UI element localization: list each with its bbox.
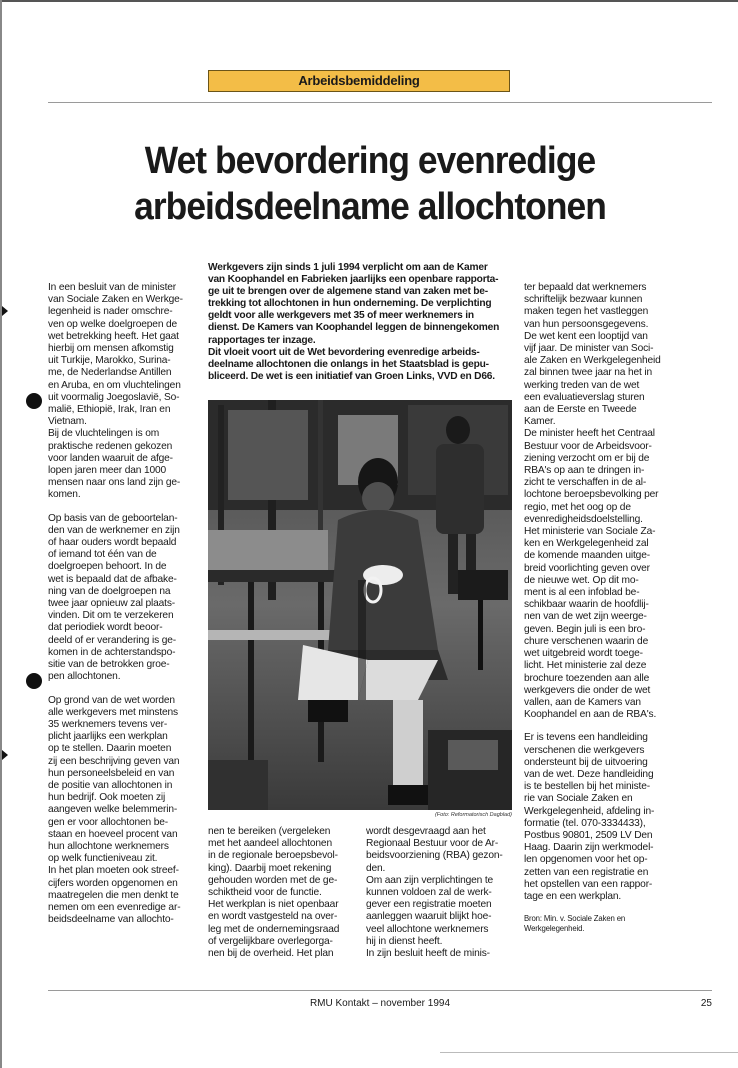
text-line: licht. Het ministerie zal deze xyxy=(524,660,647,672)
text-line: wordt desgevraagd aan het xyxy=(366,826,486,837)
text-line: vallen, aan de Kamers van xyxy=(524,696,641,708)
text-line: De wet kent een looptijd van xyxy=(524,330,648,342)
text-line: veel allochtone werknemers xyxy=(366,923,489,935)
scan-edge-left xyxy=(0,0,2,1068)
text-line: zetten van een registratie en xyxy=(524,866,649,878)
text-line: lochtone beroepsbevolking per xyxy=(524,489,659,501)
text-line: een evaluatieverslag sturen xyxy=(524,391,645,403)
workshop-photo xyxy=(208,400,512,810)
title-line-2: arbeidsdeelname allochtonen xyxy=(134,186,606,228)
text-line: met het aandeel allochtonen xyxy=(208,838,332,850)
page-number: 25 xyxy=(700,998,712,1009)
text-line: ondersteunt bij de uitvoering xyxy=(524,756,648,768)
text-line: breid voorlichting geven over xyxy=(524,562,650,574)
text-line: of vergelijkbare overlegorga- xyxy=(208,935,333,947)
text-line: beidsvoorziening (RBA) gezon- xyxy=(366,850,503,862)
text-line: van hun persoonsgegevens. xyxy=(524,318,649,330)
text-line: den van de werknemer en zijn xyxy=(48,524,180,536)
text-line: en wordt vastgesteld na over- xyxy=(208,911,338,923)
text-line: ter bepaald dat werknemers xyxy=(524,282,647,293)
article-title xyxy=(63,138,677,230)
text-line: van Sociale Zaken en Werkge- xyxy=(48,294,183,306)
text-line: nen bij de overheid. Het plan xyxy=(208,948,334,960)
margin-arrow-mark xyxy=(2,306,8,316)
lead-line: Dit vloeit voort uit de Wet bevordering evenredige arbeids- xyxy=(208,346,480,358)
col4-paragraph-1 xyxy=(524,282,684,721)
text-line: zicht te verschaffen in de al- xyxy=(524,477,647,489)
text-line: cijfers worden opgenomen en xyxy=(48,877,178,889)
text-line: de positie van allochtonen in xyxy=(48,779,173,791)
col4-paragraph-2 xyxy=(524,732,684,903)
text-line: Kamer. xyxy=(524,416,556,428)
text-line: evenredigheidsdoelstelling. xyxy=(524,513,643,525)
text-line: brochure toezenden aan alle xyxy=(524,672,650,684)
scan-edge-top xyxy=(0,0,738,2)
text-line: Om aan zijn verplichtingen te xyxy=(366,874,494,886)
lead-line: van Koophandel en Fabrieken jaarlijks een openbare rapporta- xyxy=(208,274,499,286)
text-line: hun allochtone werknemers xyxy=(48,840,169,852)
text-line: vijf jaar. De minister van Soci- xyxy=(524,343,654,355)
text-line: Regionaal Bestuur voor de Ar- xyxy=(366,838,499,850)
text-line: RBA's op aan te dringen in- xyxy=(524,465,645,477)
lead-line: bliceerd. De wet is een initiatief van Groen Links, VVD en D66. xyxy=(208,370,495,382)
text-line: aan de Eerste en Tweede xyxy=(524,404,637,416)
text-line: zij een beschrijving geven van xyxy=(48,755,180,767)
text-line: wet betrekking heeft. Het gaat xyxy=(48,330,179,342)
text-line: leg met de ondernemingsraad xyxy=(208,923,340,935)
text-line: De minister heeft het Centraal xyxy=(524,428,655,440)
text-line: Op basis van de geboortelan- xyxy=(48,512,178,524)
text-line: formatie (tel. 070-3334433), xyxy=(524,817,646,829)
text-line: geven. Begin juli is een bro- xyxy=(524,623,646,635)
text-line: 35 werknemers tevens ver- xyxy=(48,718,168,730)
text-line: verschenen die werkgevers xyxy=(524,744,645,756)
text-line: tage en een werkplan. xyxy=(524,890,622,902)
text-line: de nieuwe wet. Op dit mo- xyxy=(524,574,639,586)
text-line: komen in de achterstandspo- xyxy=(48,646,176,658)
text-line: In een besluit van de minister xyxy=(48,282,177,293)
text-line: doelgroepen behoort. In de xyxy=(48,561,167,573)
text-line: maken tegen het vastleggen xyxy=(524,306,649,318)
text-line: dat periodiek wordt beoor- xyxy=(48,622,163,634)
text-line: sitie van de betrokken groe- xyxy=(48,659,170,671)
text-line: van de wet. Deze handleiding xyxy=(524,768,654,780)
title-line-1: Wet bevordering evenredige xyxy=(144,140,596,182)
text-line: hierbij om mensen afkomstig xyxy=(48,343,174,355)
text-line: aangeven welke belemmerin- xyxy=(48,804,178,816)
column-2 xyxy=(208,826,356,960)
text-line: gehouden worden met de ge- xyxy=(208,874,338,886)
source-credit xyxy=(524,914,684,934)
text-line: staan en hoeveel procent van xyxy=(48,828,178,840)
text-line: Bij de vluchtelingen is om xyxy=(48,428,160,440)
text-line: Er is tevens een handleiding xyxy=(524,732,648,744)
text-line: hun personeelsbeleid en van xyxy=(48,767,175,779)
binder-hole-mark xyxy=(26,393,42,409)
text-line: Het ministerie van Sociale Za- xyxy=(524,526,656,538)
text-line: lopen jaren meer dan 1000 xyxy=(48,465,167,477)
text-line: alle werkgevers met minstens xyxy=(48,706,178,718)
text-line: of iemand tot één van de xyxy=(48,549,157,561)
text-line: deeld of er verandering is ge- xyxy=(48,634,177,646)
text-line: werking treden van de wet xyxy=(524,379,640,391)
text-line: voor landen waaruit de afge- xyxy=(48,452,173,464)
text-line: kunnen voldoen zal de werk- xyxy=(366,887,492,899)
photo-caption: (Foto: Reformatorisch Dagblad) xyxy=(434,812,512,818)
text-line: werkgevers die onder de wet xyxy=(524,684,651,696)
column-4 xyxy=(524,282,684,934)
col1-paragraph-1 xyxy=(48,282,196,502)
text-line: ven op welke doelgroepen de xyxy=(48,318,178,330)
footer-publication: RMU Kontakt – november 1994 xyxy=(309,998,451,1009)
text-line: Haag. Daarin zijn werkmodel- xyxy=(524,842,654,854)
lead-line: ge uit te brengen over de algemene stand van zaken met be- xyxy=(208,286,488,298)
text-line: maatregelen die men denkt te xyxy=(48,889,179,901)
text-line: ment is al een infoblad be- xyxy=(524,587,640,599)
text-line: mensen naar ons land zijn ge- xyxy=(48,477,181,489)
lead-paragraph xyxy=(208,262,512,383)
text-line: nen van de wet zijn weerge- xyxy=(524,611,647,623)
text-line: ning van de doelgroepen na xyxy=(48,585,171,597)
text-line: rie van Sociale Zaken en xyxy=(524,793,633,805)
text-line: en Aruba, en om vluchtelingen xyxy=(48,379,181,391)
binder-hole-mark xyxy=(26,673,42,689)
text-line: schikbaar waarin de hoofdlij- xyxy=(524,599,649,611)
text-line: Het werkplan is niet openbaar xyxy=(208,899,339,911)
text-line: hun bedrijf. Ook moeten zij xyxy=(48,792,166,804)
text-line: uit voormalig Joegoslavië, So- xyxy=(48,391,180,403)
text-line: chure verschenen waarin de xyxy=(524,635,649,647)
col1-paragraph-3 xyxy=(48,695,196,927)
text-line: ziening verzocht om er bij de xyxy=(524,452,650,464)
text-line: ken en Werkgelegenheid zal xyxy=(524,538,649,550)
text-line: king). Daarbij moet rekening xyxy=(208,862,332,874)
text-line: nemen om een evenredige ar- xyxy=(48,901,181,913)
text-line: den. xyxy=(366,862,386,874)
footer-rule xyxy=(48,990,712,991)
text-line: len opgenomen voor het op- xyxy=(524,854,648,866)
lead-line: geldt voor alle werkgevers met 35 of meer werknemers in xyxy=(208,310,474,322)
text-line: is te bestellen bij het ministe- xyxy=(524,781,651,793)
text-line: op welk functieniveau zit. xyxy=(48,853,158,865)
text-line: ale Zaken en Werkgelegenheid xyxy=(524,355,661,367)
text-line: schiktheid voor de functie. xyxy=(208,887,322,899)
text-line: legenheid is nader omschre- xyxy=(48,306,173,318)
text-line: Vietnam. xyxy=(48,416,87,428)
col3-paragraph xyxy=(366,826,512,960)
text-line: zal binnen twee jaar na het in xyxy=(524,367,653,379)
lead-line: Werkgevers zijn sinds 1 juli 1994 verplicht om aan de Kamer xyxy=(208,262,488,273)
text-line: de komende maanden uitge- xyxy=(524,550,650,562)
lead-line: dienst. De Kamers van Koophandel leggen de binnengekomen xyxy=(208,322,500,334)
text-line: of haar ouders wordt bepaald xyxy=(48,537,177,549)
col1-paragraph-2 xyxy=(48,513,196,684)
text-line: Bestuur voor de Arbeidsvoor- xyxy=(524,440,652,452)
text-line: regio, met het oog op de xyxy=(524,501,631,513)
text-line: op te stellen. Daarin moeten xyxy=(48,743,172,755)
margin-arrow-mark xyxy=(2,750,8,760)
text-line: Op grond van de wet worden xyxy=(48,694,175,706)
text-line: het opstellen van een rappor- xyxy=(524,878,653,890)
text-line: uit Turkije, Marokko, Surina- xyxy=(48,355,171,367)
lead-line: deelname allochtonen die onlangs in het Staatsblad is gepu- xyxy=(208,358,489,370)
text-line: me, de Nederlandse Antillen xyxy=(48,367,172,379)
section-label: Arbeidsbemiddeling xyxy=(208,70,510,92)
text-line: pen allochtonen. xyxy=(48,671,121,683)
text-line: In zijn besluit heeft de minis- xyxy=(366,948,490,960)
text-line: Werkgelegenheid, afdeling in- xyxy=(524,805,655,817)
text-line: beidsdeelname van allochto- xyxy=(48,914,174,926)
text-line: wet is bepaald dat de afbake- xyxy=(48,573,177,585)
text-line: gen er voor allochtonen be- xyxy=(48,816,168,828)
text-line: hij in dienst heeft. xyxy=(366,935,443,947)
text-line: schriftelijk bezwaar kunnen xyxy=(524,294,643,306)
lead-line: trekking tot allochtonen in hun onderneming. De verplichting xyxy=(208,298,492,310)
text-line: Werkgelegenheid. xyxy=(524,924,585,934)
text-line: nen te bereiken (vergeleken xyxy=(208,826,331,837)
column-1 xyxy=(48,282,196,926)
text-line: praktische redenen gekozen xyxy=(48,440,173,452)
text-line: plicht jaarlijks een werkplan xyxy=(48,731,168,743)
header-rule xyxy=(48,102,712,103)
text-line: komen. xyxy=(48,489,81,501)
scan-edge-bottom xyxy=(440,1052,738,1053)
text-line: aanleggen waaruit blijkt hoe- xyxy=(366,911,492,923)
text-line: malië, Ethiopië, Irak, Iran en xyxy=(48,404,171,416)
text-line: Postbus 90801, 2509 LV Den xyxy=(524,829,653,841)
lead-line: rapportages ter inzage. xyxy=(208,334,316,346)
text-line: Koophandel en aan de RBA's. xyxy=(524,709,657,721)
text-line: wet uitgebreid wordt toege- xyxy=(524,648,643,660)
text-line: Bron: Min. v. Sociale Zaken en xyxy=(524,914,626,924)
text-line: gever een registratie moeten xyxy=(366,899,492,911)
page-footer xyxy=(48,995,712,1015)
text-line: vinden. Dit om te verzekeren xyxy=(48,610,174,622)
column-3 xyxy=(366,826,512,960)
text-line: in de regionale beroepsbevol- xyxy=(208,850,338,862)
text-line: In het plan moeten ook streef- xyxy=(48,865,179,877)
text-line: twee jaar opnieuw zal plaats- xyxy=(48,598,176,610)
col2-paragraph xyxy=(208,826,356,960)
